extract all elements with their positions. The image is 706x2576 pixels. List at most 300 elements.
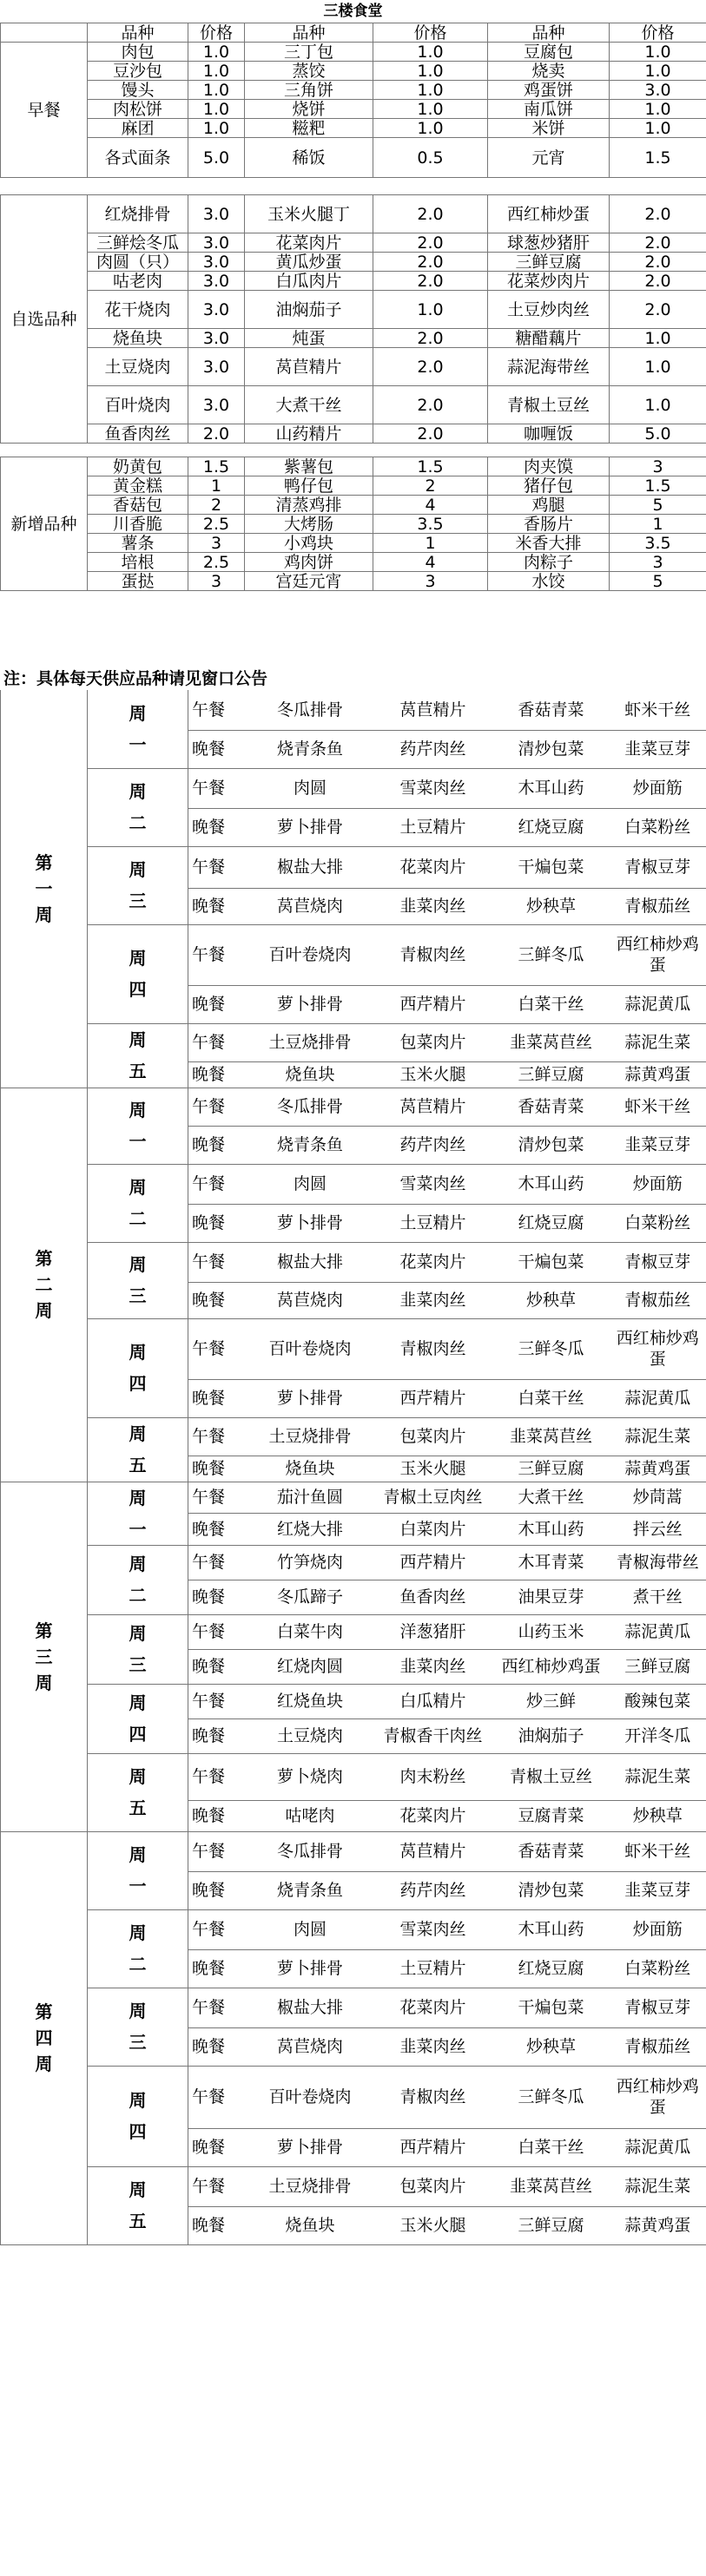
dish-cell: 冬瓜排骨: [247, 1831, 373, 1871]
day-label: [88, 1753, 188, 1831]
day-label: [88, 846, 188, 924]
dish-cell: 青椒土豆丝: [493, 1753, 610, 1800]
dish-cell: 花菜肉片: [373, 1242, 493, 1282]
meal-label: 晚餐: [188, 808, 247, 846]
item-price-cell: 1.0: [188, 100, 245, 119]
price-header-cell: 品种: [245, 23, 373, 43]
meal-label: 午餐: [188, 1909, 247, 1949]
meal-label: 晚餐: [188, 1514, 247, 1546]
item-price-cell: 2.0: [373, 253, 488, 272]
item-price-cell: 2.0: [373, 233, 488, 253]
item-name-cell: 炖蛋: [245, 329, 373, 348]
dish-cell: 木耳山药: [493, 1164, 610, 1204]
dish-cell: 三鲜豆腐: [493, 1061, 610, 1088]
item-name-cell: 肉包: [88, 43, 188, 62]
dish-cell: 烧青条鱼: [247, 1871, 373, 1909]
item-price-cell: 3.0: [188, 386, 245, 424]
item-name-cell: 肉松饼: [88, 100, 188, 119]
dish-cell: 炒面筋: [610, 1164, 706, 1204]
dish-cell: 白菜粉丝: [610, 1204, 706, 1242]
item-name-cell: 肉粽子: [488, 553, 610, 572]
item-name-cell: 川香脆: [88, 515, 188, 534]
dish-cell: 干煸包菜: [493, 1988, 610, 2027]
item-name-cell: 花菜炒肉片: [488, 272, 610, 291]
dish-cell: 白菜干丝: [493, 985, 610, 1023]
day-label: [88, 2066, 188, 2166]
dish-cell: 鱼香肉丝: [373, 1580, 493, 1614]
item-name-cell: 南瓜饼: [488, 100, 610, 119]
item-price-cell: 3.5: [610, 534, 706, 553]
dish-cell: 油焖茄子: [493, 1718, 610, 1753]
dish-cell: 三鲜冬瓜: [493, 924, 610, 985]
meal-label: 晚餐: [188, 1379, 247, 1417]
dish-cell: 肉末粉丝: [373, 1753, 493, 1800]
meal-label: 午餐: [188, 1684, 247, 1718]
dish-cell: 莴苣精片: [373, 1088, 493, 1126]
dish-cell: 韭菜豆芽: [610, 1126, 706, 1164]
item-price-cell: 3: [188, 572, 245, 591]
price-header-cell: 品种: [488, 23, 610, 43]
meal-label: 午餐: [188, 768, 247, 808]
dish-cell: 药芹肉丝: [373, 730, 493, 768]
dish-cell: 花菜肉片: [373, 1800, 493, 1831]
dish-cell: 包菜肉片: [373, 2166, 493, 2206]
meal-label: 午餐: [188, 1417, 247, 1456]
dish-cell: 椒盐大排: [247, 846, 373, 888]
day-label-text: 周一: [129, 1487, 147, 1540]
dish-cell: 酸辣包菜: [610, 1684, 706, 1718]
item-name-cell: 小鸡块: [245, 534, 373, 553]
meal-label: 晚餐: [188, 985, 247, 1023]
dish-cell: 蒜泥黄瓜: [610, 1614, 706, 1649]
dish-cell: 虾米干丝: [610, 1831, 706, 1871]
dish-cell: 干煸包菜: [493, 1242, 610, 1282]
price-header-cell: 价格: [188, 23, 245, 43]
item-name-cell: 球葱炒猪肝: [488, 233, 610, 253]
item-price-cell: 1.0: [373, 100, 488, 119]
item-name-cell: 青椒土豆丝: [488, 386, 610, 424]
meal-label: 晚餐: [188, 2027, 247, 2066]
dish-cell: 西芹精片: [373, 985, 493, 1023]
price-header-cell: 价格: [373, 23, 488, 43]
item-price-cell: 1.0: [610, 43, 706, 62]
dish-cell: 木耳山药: [493, 1909, 610, 1949]
meal-label: 晚餐: [188, 1456, 247, 1482]
day-label-text: 周四: [129, 2090, 147, 2142]
item-name-cell: 三角饼: [245, 81, 373, 100]
week-label-text: 第一周: [35, 851, 53, 925]
item-price-cell: 2.0: [373, 272, 488, 291]
item-name-cell: 蒜泥海带丝: [488, 348, 610, 386]
dish-cell: 白菜肉片: [373, 1514, 493, 1546]
meal-label: 午餐: [188, 1318, 247, 1379]
dish-cell: 烧鱼块: [247, 1061, 373, 1088]
price-section-name: 早餐: [1, 43, 88, 178]
item-name-cell: 大烤肠: [245, 515, 373, 534]
dish-cell: 清炒包菜: [493, 730, 610, 768]
item-price-cell: 3: [610, 553, 706, 572]
week-label-text: 第三周: [35, 1620, 53, 1693]
dish-cell: 花菜肉片: [373, 846, 493, 888]
item-price-cell: 1.0: [610, 119, 706, 138]
price-table: [0, 23, 706, 591]
dish-cell: 白菜牛肉: [247, 1614, 373, 1649]
day-label-text: 周二: [129, 1554, 147, 1606]
dish-cell: 萝卜排骨: [247, 1204, 373, 1242]
item-price-cell: 1.0: [373, 291, 488, 329]
dish-cell: 西芹精片: [373, 1379, 493, 1417]
item-name-cell: 三丁包: [245, 43, 373, 62]
day-label-text: 周二: [129, 1177, 147, 1229]
price-section-name: 新增品种: [1, 457, 88, 591]
dish-cell: 茄汁鱼圆: [247, 1482, 373, 1514]
dish-cell: 土豆烧排骨: [247, 1417, 373, 1456]
item-name-cell: 蛋挞: [88, 572, 188, 591]
dish-cell: 香菇青菜: [493, 1831, 610, 1871]
item-name-cell: 元宵: [488, 138, 610, 178]
dish-cell: 萝卜烧肉: [247, 1753, 373, 1800]
dish-cell: 西红柿炒鸡蛋: [493, 1649, 610, 1684]
dish-cell: 白菜干丝: [493, 1379, 610, 1417]
day-label: [88, 1545, 188, 1614]
dish-cell: 三鲜豆腐: [610, 1649, 706, 1684]
dish-cell: 玉米火腿: [373, 2206, 493, 2244]
dish-cell: 炒面筋: [610, 768, 706, 808]
dish-cell: 木耳山药: [493, 1514, 610, 1546]
item-price-cell: 1.0: [373, 62, 488, 81]
item-price-cell: 3.0: [188, 329, 245, 348]
day-label: [88, 924, 188, 1023]
item-name-cell: 山药精片: [245, 424, 373, 444]
meal-label: 晚餐: [188, 1580, 247, 1614]
dish-cell: 蒜黄鸡蛋: [610, 1456, 706, 1482]
item-price-cell: 2.5: [188, 515, 245, 534]
item-price-cell: 1.5: [373, 457, 488, 476]
day-label: [88, 2166, 188, 2244]
item-name-cell: 红烧排骨: [88, 195, 188, 233]
dish-cell: 土豆精片: [373, 1204, 493, 1242]
dish-cell: 青椒肉丝: [373, 1318, 493, 1379]
day-label-text: 周二: [129, 1922, 147, 1975]
item-price-cell: 1.0: [373, 119, 488, 138]
dish-cell: 蒜泥生菜: [610, 1417, 706, 1456]
meal-label: 午餐: [188, 1753, 247, 1800]
dish-cell: 韭菜肉丝: [373, 888, 493, 924]
dish-cell: 三鲜冬瓜: [493, 1318, 610, 1379]
item-name-cell: 黄瓜炒蛋: [245, 253, 373, 272]
dish-cell: 干煸包菜: [493, 846, 610, 888]
dish-cell: 红烧豆腐: [493, 1949, 610, 1988]
dish-cell: 白瓜精片: [373, 1684, 493, 1718]
day-label: [88, 1614, 188, 1684]
dish-cell: 炒茼蒿: [610, 1482, 706, 1514]
dish-cell: 青椒豆芽: [610, 1988, 706, 2027]
item-price-cell: 1.0: [610, 329, 706, 348]
day-label-text: 周二: [129, 781, 147, 833]
item-name-cell: 咕老肉: [88, 272, 188, 291]
item-price-cell: 2.0: [610, 272, 706, 291]
dish-cell: 蒜泥黄瓜: [610, 1379, 706, 1417]
item-name-cell: 豆沙包: [88, 62, 188, 81]
dish-cell: 蒜泥黄瓜: [610, 2128, 706, 2166]
dish-cell: 雪菜肉丝: [373, 1164, 493, 1204]
dish-cell: 炒面筋: [610, 1909, 706, 1949]
header-blank: [1, 23, 88, 43]
dish-cell: 香菇青菜: [493, 1088, 610, 1126]
item-name-cell: 鱼香肉丝: [88, 424, 188, 444]
day-label-text: 周一: [129, 1100, 147, 1152]
price-header-cell: 品种: [88, 23, 188, 43]
item-name-cell: 糍粑: [245, 119, 373, 138]
dish-cell: 蒜泥生菜: [610, 1023, 706, 1061]
item-name-cell: 油焖茄子: [245, 291, 373, 329]
price-header-cell: 价格: [610, 23, 706, 43]
dish-cell: 椒盐大排: [247, 1242, 373, 1282]
dish-cell: 药芹肉丝: [373, 1126, 493, 1164]
dish-cell: 韭菜豆芽: [610, 1871, 706, 1909]
item-price-cell: 2.0: [610, 291, 706, 329]
dish-cell: 山药玉米: [493, 1614, 610, 1649]
item-price-cell: 1: [373, 534, 488, 553]
item-price-cell: 1.0: [188, 81, 245, 100]
item-price-cell: 1: [610, 515, 706, 534]
item-name-cell: 培根: [88, 553, 188, 572]
item-name-cell: 玉米火腿丁: [245, 195, 373, 233]
dish-cell: 虾米干丝: [610, 1088, 706, 1126]
meal-label: 午餐: [188, 1831, 247, 1871]
meal-label: 晚餐: [188, 888, 247, 924]
dish-cell: 韭菜肉丝: [373, 1649, 493, 1684]
item-name-cell: 蒸饺: [245, 62, 373, 81]
day-label-text: 周五: [129, 1423, 147, 1475]
dish-cell: 冬瓜蹄子: [247, 1580, 373, 1614]
dish-cell: 三鲜豆腐: [493, 2206, 610, 2244]
dish-cell: 西红柿炒鸡蛋: [610, 924, 706, 985]
item-price-cell: 1.0: [373, 81, 488, 100]
dish-cell: 萝卜排骨: [247, 1949, 373, 1988]
item-name-cell: 西红柿炒蛋: [488, 195, 610, 233]
item-name-cell: 稀饭: [245, 138, 373, 178]
dish-cell: 白菜粉丝: [610, 808, 706, 846]
meal-label: 晚餐: [188, 1871, 247, 1909]
dish-cell: 韭菜莴苣丝: [493, 1417, 610, 1456]
day-label: [88, 1684, 188, 1753]
item-name-cell: 紫薯包: [245, 457, 373, 476]
week-label: [1, 690, 88, 1088]
dish-cell: 开洋冬瓜: [610, 1718, 706, 1753]
meal-label: 晚餐: [188, 2128, 247, 2166]
dish-cell: 青椒肉丝: [373, 924, 493, 985]
meal-label: 晚餐: [188, 1949, 247, 1988]
day-label-text: 周三: [129, 1623, 147, 1675]
dish-cell: 油果豆芽: [493, 1580, 610, 1614]
meal-label: 午餐: [188, 2066, 247, 2128]
dish-cell: 咕咾肉: [247, 1800, 373, 1831]
dish-cell: 百叶卷烧肉: [247, 2066, 373, 2128]
item-price-cell: 3: [610, 457, 706, 476]
meal-label: 晚餐: [188, 1282, 247, 1318]
dish-cell: 肉圆: [247, 1909, 373, 1949]
dish-cell: 土豆精片: [373, 1949, 493, 1988]
dish-cell: 白菜干丝: [493, 2128, 610, 2166]
item-name-cell: 米饼: [488, 119, 610, 138]
day-label: [88, 1318, 188, 1417]
dish-cell: 三鲜豆腐: [493, 1456, 610, 1482]
item-name-cell: 百叶烧肉: [88, 386, 188, 424]
item-price-cell: 2.0: [373, 329, 488, 348]
day-label: [88, 1831, 188, 1909]
dish-cell: 西芹精片: [373, 1545, 493, 1580]
dish-cell: 青椒豆芽: [610, 1242, 706, 1282]
dish-cell: 玉米火腿: [373, 1061, 493, 1088]
dish-cell: 肉圆: [247, 1164, 373, 1204]
meal-label: 晚餐: [188, 1718, 247, 1753]
item-price-cell: 1.5: [188, 457, 245, 476]
item-name-cell: 烧鱼块: [88, 329, 188, 348]
item-price-cell: 3: [188, 534, 245, 553]
dish-cell: 香菇青菜: [493, 690, 610, 730]
item-name-cell: 黄金糕: [88, 476, 188, 496]
day-label-text: 周一: [129, 702, 147, 755]
item-name-cell: 烧饼: [245, 100, 373, 119]
dish-cell: 烧鱼块: [247, 2206, 373, 2244]
item-price-cell: 1.0: [610, 100, 706, 119]
item-price-cell: 4: [373, 496, 488, 515]
item-price-cell: 3.0: [610, 81, 706, 100]
meal-label: 午餐: [188, 2166, 247, 2206]
item-price-cell: 3.0: [188, 291, 245, 329]
dish-cell: 青椒香干肉丝: [373, 1718, 493, 1753]
item-price-cell: 1.0: [188, 62, 245, 81]
item-price-cell: 2.0: [610, 195, 706, 233]
dish-cell: 白菜粉丝: [610, 1949, 706, 1988]
dish-cell: 拌云丝: [610, 1514, 706, 1546]
day-label-text: 周三: [129, 859, 147, 911]
dish-cell: 青椒海带丝: [610, 1545, 706, 1580]
item-price-cell: 2: [188, 496, 245, 515]
item-name-cell: 香菇包: [88, 496, 188, 515]
dish-cell: 青椒肉丝: [373, 2066, 493, 2128]
dish-cell: 红烧豆腐: [493, 1204, 610, 1242]
item-price-cell: 5.0: [188, 138, 245, 178]
item-price-cell: 1.5: [610, 476, 706, 496]
day-label: [88, 1988, 188, 2066]
meal-label: 午餐: [188, 1988, 247, 2027]
item-price-cell: 3.0: [188, 253, 245, 272]
meal-label: 午餐: [188, 1088, 247, 1126]
dish-cell: 虾米干丝: [610, 690, 706, 730]
dish-cell: 青椒茄丝: [610, 888, 706, 924]
page-title: 三楼食堂: [323, 3, 383, 20]
day-label: [88, 768, 188, 846]
dish-cell: 莴苣精片: [373, 690, 493, 730]
dish-cell: 包菜肉片: [373, 1417, 493, 1456]
dish-cell: 蒜泥生菜: [610, 1753, 706, 1800]
week-label: [1, 1482, 88, 1831]
item-name-cell: 宫廷元宵: [245, 572, 373, 591]
dish-cell: 冬瓜排骨: [247, 1088, 373, 1126]
item-price-cell: 1: [188, 476, 245, 496]
dish-cell: 清炒包菜: [493, 1126, 610, 1164]
dish-cell: 烧青条鱼: [247, 1126, 373, 1164]
dish-cell: 青椒茄丝: [610, 1282, 706, 1318]
day-label-text: 周五: [129, 1766, 147, 1818]
meal-label: 晚餐: [188, 730, 247, 768]
item-price-cell: 2.0: [373, 348, 488, 386]
dish-cell: 韭菜肉丝: [373, 2027, 493, 2066]
item-price-cell: 3.0: [188, 272, 245, 291]
item-name-cell: 鸭仔包: [245, 476, 373, 496]
day-label-text: 周四: [129, 1342, 147, 1394]
dish-cell: 土豆烧排骨: [247, 2166, 373, 2206]
dish-cell: 萝卜排骨: [247, 1379, 373, 1417]
week-label: [1, 1831, 88, 2244]
dish-cell: 玉米火腿: [373, 1456, 493, 1482]
day-label-text: 周一: [129, 1844, 147, 1896]
meal-label: 午餐: [188, 1614, 247, 1649]
item-price-cell: 2.0: [373, 195, 488, 233]
item-price-cell: 3.0: [188, 195, 245, 233]
dish-cell: 西芹精片: [373, 2128, 493, 2166]
item-name-cell: 薯条: [88, 534, 188, 553]
dish-cell: 药芹肉丝: [373, 1871, 493, 1909]
dish-cell: 土豆精片: [373, 808, 493, 846]
day-label: [88, 690, 188, 768]
meal-label: 午餐: [188, 846, 247, 888]
dish-cell: 红烧肉圆: [247, 1649, 373, 1684]
meal-label: 午餐: [188, 924, 247, 985]
item-name-cell: 鸡腿: [488, 496, 610, 515]
day-label: [88, 1417, 188, 1482]
week-label-text: 第四周: [35, 2001, 53, 2074]
dish-cell: 土豆烧肉: [247, 1718, 373, 1753]
dish-cell: 包菜肉片: [373, 1023, 493, 1061]
meal-label: 晚餐: [188, 1649, 247, 1684]
item-price-cell: 2.0: [373, 386, 488, 424]
item-name-cell: 土豆炒肉丝: [488, 291, 610, 329]
dish-cell: 萝卜排骨: [247, 2128, 373, 2166]
item-price-cell: 1.0: [373, 43, 488, 62]
dish-cell: 蒜黄鸡蛋: [610, 1061, 706, 1088]
day-label: [88, 1164, 188, 1242]
item-name-cell: 土豆烧肉: [88, 348, 188, 386]
item-price-cell: 1.0: [610, 62, 706, 81]
dish-cell: 西红柿炒鸡蛋: [610, 1318, 706, 1379]
day-label-text: 周五: [129, 2179, 147, 2231]
item-name-cell: 麻团: [88, 119, 188, 138]
day-label-text: 周四: [129, 1692, 147, 1745]
dish-cell: 青椒豆芽: [610, 846, 706, 888]
dish-cell: 烧鱼块: [247, 1456, 373, 1482]
item-name-cell: 奶黄包: [88, 457, 188, 476]
item-name-cell: 水饺: [488, 572, 610, 591]
dish-cell: 蒜泥生菜: [610, 2166, 706, 2206]
item-price-cell: 1.0: [610, 386, 706, 424]
item-name-cell: 花菜肉片: [245, 233, 373, 253]
dish-cell: 青椒茄丝: [610, 2027, 706, 2066]
dish-cell: 韭菜肉丝: [373, 1282, 493, 1318]
item-price-cell: 3.0: [188, 348, 245, 386]
dish-cell: 萝卜排骨: [247, 985, 373, 1023]
meal-label: 晚餐: [188, 1204, 247, 1242]
item-price-cell: 3.5: [373, 515, 488, 534]
item-price-cell: 3: [373, 572, 488, 591]
item-name-cell: 清蒸鸡排: [245, 496, 373, 515]
dish-cell: 莴苣烧肉: [247, 888, 373, 924]
dish-cell: 炒秧草: [610, 1800, 706, 1831]
dish-cell: 大煮干丝: [493, 1482, 610, 1514]
meal-label: 晚餐: [188, 1126, 247, 1164]
